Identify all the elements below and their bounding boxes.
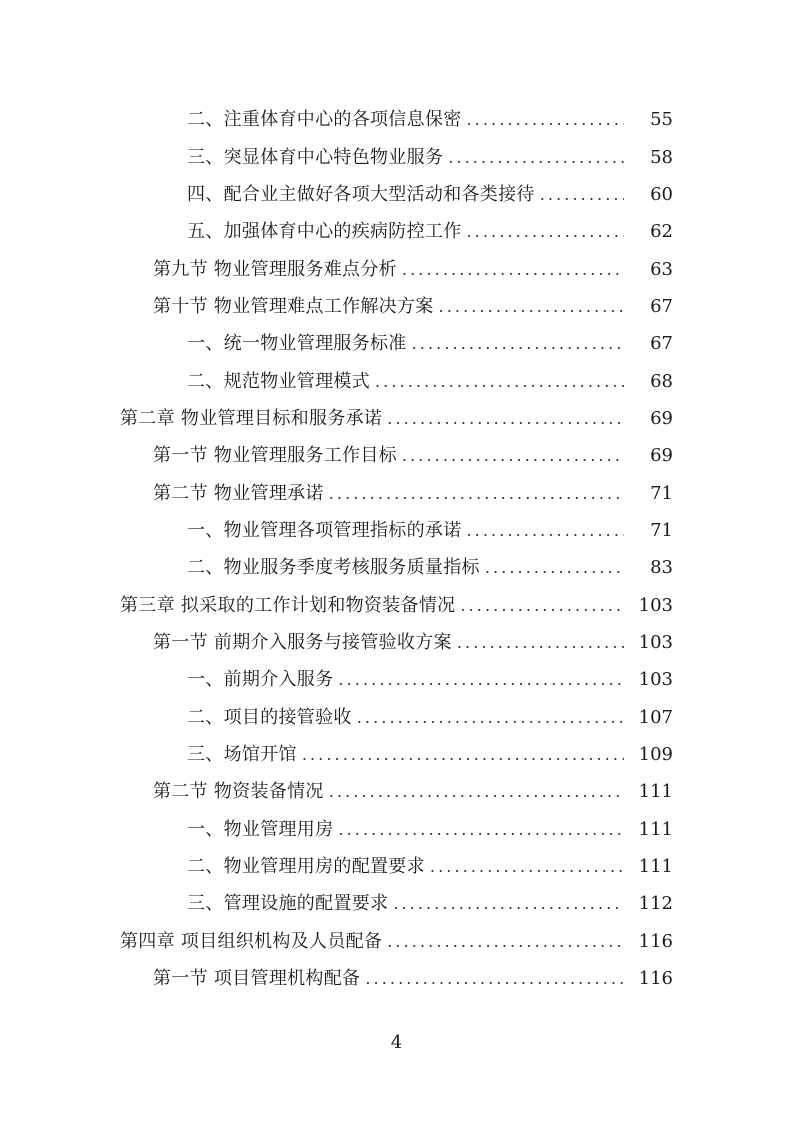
toc-entry-page-number: 69 <box>650 407 673 429</box>
toc-entry[interactable] <box>0 400 793 437</box>
toc-entry-page-number: 67 <box>650 295 673 317</box>
toc-entry[interactable] <box>0 960 793 997</box>
toc-entry[interactable] <box>0 885 793 922</box>
toc-entry-title: 五、加强体育中心的疾病防控工作 <box>187 221 462 243</box>
toc-entry-title: 三、突显体育中心特色物业服务 <box>187 146 444 168</box>
toc-entry[interactable] <box>0 923 793 960</box>
toc-entry-title: 二、物业服务季度考核服务质量指标 <box>187 557 480 579</box>
dot-leader <box>457 624 624 661</box>
toc-entry-page-number: 103 <box>638 669 673 691</box>
toc-entry[interactable] <box>0 325 793 362</box>
toc-entry-title: 一、统一物业管理服务标准 <box>187 333 407 355</box>
toc-entry-title: 一、物业管理各项管理指标的承诺 <box>187 519 462 541</box>
toc-entry-title: 第一节 前期介入服务与接管验收方案 <box>153 631 452 653</box>
dot-leader <box>375 363 624 400</box>
dot-leader <box>467 101 625 138</box>
toc-entry-page-number: 62 <box>650 221 673 243</box>
toc-entry-page-number: 107 <box>638 706 673 728</box>
toc-entry-page-number: 111 <box>638 781 673 803</box>
dot-leader <box>387 923 624 960</box>
dot-leader <box>393 885 624 922</box>
toc-entry-title: 三、场馆开馆 <box>187 744 297 766</box>
toc-entry-title: 二、物业管理用房的配置要求 <box>187 856 425 878</box>
toc-entry-title: 第一节 项目管理机构配备 <box>153 968 361 990</box>
toc-entry[interactable] <box>0 586 793 623</box>
toc-entry-title: 第二节 物资装备情况 <box>153 781 324 803</box>
toc-entry-title: 第一节 物业管理服务工作目标 <box>153 445 397 467</box>
toc-entry-page-number: 55 <box>650 109 673 131</box>
toc-entry-page-number: 116 <box>638 930 673 952</box>
toc-entry[interactable] <box>0 474 793 511</box>
table-of-contents <box>0 101 793 997</box>
dot-leader <box>402 251 624 288</box>
dot-leader <box>365 960 624 997</box>
toc-entry-title: 二、注重体育中心的各项信息保密 <box>187 109 462 131</box>
toc-entry[interactable] <box>0 811 793 848</box>
toc-entry-page-number: 67 <box>650 333 673 355</box>
toc-entry-title: 第三章 拟采取的工作计划和物资装备情况 <box>120 594 456 616</box>
dot-leader <box>540 176 624 213</box>
dot-leader <box>338 661 624 698</box>
toc-entry-title: 第二节 物业管理承诺 <box>153 482 324 504</box>
toc-entry[interactable] <box>0 437 793 474</box>
toc-entry-page-number: 111 <box>638 856 673 878</box>
toc-entry-title: 第四章 项目组织机构及人员配备 <box>120 930 383 952</box>
toc-entry[interactable] <box>0 512 793 549</box>
dot-leader <box>448 139 624 176</box>
toc-entry-title: 三、管理设施的配置要求 <box>187 893 389 915</box>
toc-entry-title: 四、配合业主做好各项大型活动和各类接待 <box>187 183 535 205</box>
dot-leader <box>460 587 624 624</box>
toc-entry-title: 第二章 物业管理目标和服务承诺 <box>120 407 383 429</box>
toc-entry-title: 第十节 物业管理难点工作解决方案 <box>153 295 434 317</box>
dot-leader <box>485 549 624 586</box>
toc-entry-title: 二、项目的接管验收 <box>187 706 352 728</box>
toc-entry[interactable] <box>0 699 793 736</box>
toc-entry[interactable] <box>0 288 793 325</box>
toc-entry-page-number: 103 <box>638 594 673 616</box>
dot-leader <box>329 475 624 512</box>
dot-leader <box>338 811 624 848</box>
toc-entry-page-number: 58 <box>650 146 673 168</box>
toc-entry-page-number: 109 <box>638 744 673 766</box>
dot-leader <box>439 288 624 325</box>
toc-entry[interactable] <box>0 624 793 661</box>
toc-entry[interactable] <box>0 848 793 885</box>
dot-leader <box>467 512 625 549</box>
dot-leader <box>387 400 624 437</box>
toc-entry-title: 一、物业管理用房 <box>187 818 334 840</box>
toc-entry-page-number: 71 <box>650 482 673 504</box>
toc-entry-page-number: 69 <box>650 445 673 467</box>
toc-entry[interactable] <box>0 213 793 250</box>
toc-entry[interactable] <box>0 661 793 698</box>
toc-entry-page-number: 68 <box>650 370 673 392</box>
toc-entry[interactable] <box>0 549 793 586</box>
toc-entry-page-number: 112 <box>638 893 673 915</box>
dot-leader <box>412 325 624 362</box>
toc-entry-page-number: 103 <box>638 631 673 653</box>
toc-entry-page-number: 63 <box>650 258 673 280</box>
toc-entry[interactable] <box>0 176 793 213</box>
dot-leader <box>329 773 624 810</box>
dot-leader <box>402 437 624 474</box>
dot-leader <box>430 848 624 885</box>
page-number: 4 <box>390 1032 403 1053</box>
toc-entry[interactable] <box>0 250 793 287</box>
toc-entry[interactable] <box>0 138 793 175</box>
toc-entry-title: 二、规范物业管理模式 <box>187 370 370 392</box>
toc-entry-page-number: 116 <box>638 968 673 990</box>
toc-entry-page-number: 71 <box>650 519 673 541</box>
toc-entry[interactable] <box>0 773 793 810</box>
toc-entry-page-number: 83 <box>650 557 673 579</box>
toc-entry-page-number: 60 <box>650 183 673 205</box>
toc-entry[interactable] <box>0 736 793 773</box>
toc-entry[interactable] <box>0 362 793 399</box>
toc-entry[interactable] <box>0 101 793 138</box>
toc-entry-title: 一、前期介入服务 <box>187 669 334 691</box>
dot-leader <box>357 699 624 736</box>
toc-entry-title: 第九节 物业管理服务难点分析 <box>153 258 397 280</box>
toc-entry-page-number: 111 <box>638 818 673 840</box>
dot-leader <box>302 736 624 773</box>
dot-leader <box>467 213 625 250</box>
